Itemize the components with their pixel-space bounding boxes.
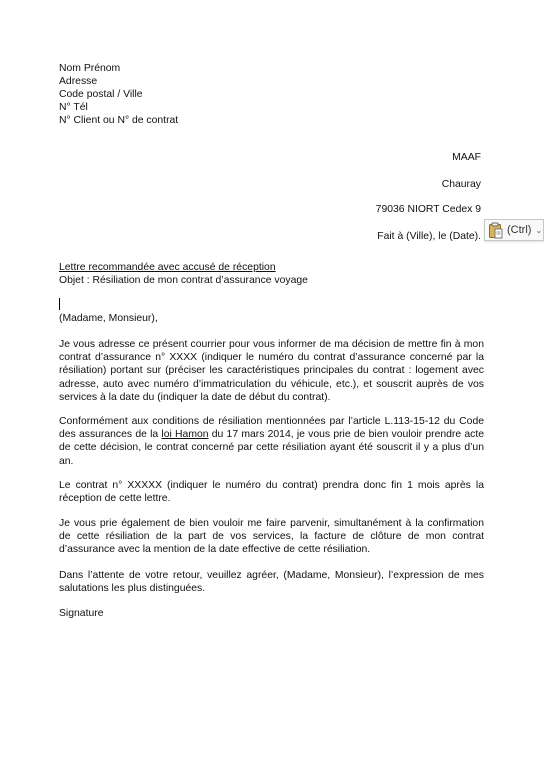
paste-options-label: (Ctrl) (507, 224, 532, 236)
text-cursor (59, 298, 60, 310)
paragraph-law-reference (59, 415, 484, 468)
paragraph-contract-end: Le contrat n° XXXXX (indiquer le numéro du contrat) prendra donc fin 1 mois après la réception de cette lettre. (59, 480, 484, 505)
salutation: (Madame, Monsieur), (59, 313, 158, 324)
sender-client-contract: N° Client ou N° de contrat (59, 115, 179, 126)
signature: Signature (59, 608, 104, 619)
paragraph-confirmation-request: Je vous prie également de bien vouloir me faire parvenir, simultanément à la confirmation de cette résiliation de la part de vos services, la facture de clôture de mon contrat d’assurance avec la mention de la date effective de cette résiliation. (59, 518, 484, 556)
paragraph-law-text-before: Conformément aux conditions de résiliation mentionnées par l’article L.113-15-12 du Code des assurances de la (59, 416, 484, 441)
paste-options-button[interactable] (484, 219, 544, 241)
recipient-company: MAAF (452, 152, 481, 163)
clipboard-icon (488, 222, 504, 239)
sender-name: Nom Prénom (59, 63, 121, 74)
paragraph-closing: Dans l’attente de votre retour, veuillez agréer, (Madame, Monsieur), l’expression de mes salutations les plus distinguées. (59, 570, 484, 595)
paragraph-intention: Je vous adresse ce présent courrier pour vous informer de ma décision de mettre fin à mon contrat d’assurance n° XXXX (indiquer le numéro du contrat d’assurance concerné par la résiliation) portant sur (préciser les caractéristiques principales du contrat : logement avec adresse, auto avec numéro d’immatriculation du véhicule, etc.), et souscrit auprès de vos services à la date du (indiquer la date de début du contrat). (59, 339, 484, 403)
chevron-down-icon: ⌄ (535, 225, 543, 235)
sender-postal-city: Code postal / Ville (59, 89, 143, 100)
recipient-street: Chauray (441, 179, 481, 190)
mail-type: Lettre recommandée avec accusé de réception (59, 262, 276, 273)
subject: Objet : Résiliation de mon contrat d’assurance voyage (59, 275, 308, 286)
loi-hamon-link[interactable]: loi Hamon (161, 429, 209, 441)
sender-address: Adresse (59, 76, 98, 87)
recipient-postal-city: 79036 NIORT Cedex 9 (375, 204, 481, 215)
place-date: Fait à (Ville), le (Date). (377, 231, 481, 242)
paragraph-law-text-after: du 17 mars 2014, je vous prie de bien vouloir prendre acte de cette décision, le contrat concerné par cette résiliation ayant été souscrit il y a plus d’un an. (59, 429, 485, 467)
sender-phone: N° Tél (59, 102, 88, 113)
